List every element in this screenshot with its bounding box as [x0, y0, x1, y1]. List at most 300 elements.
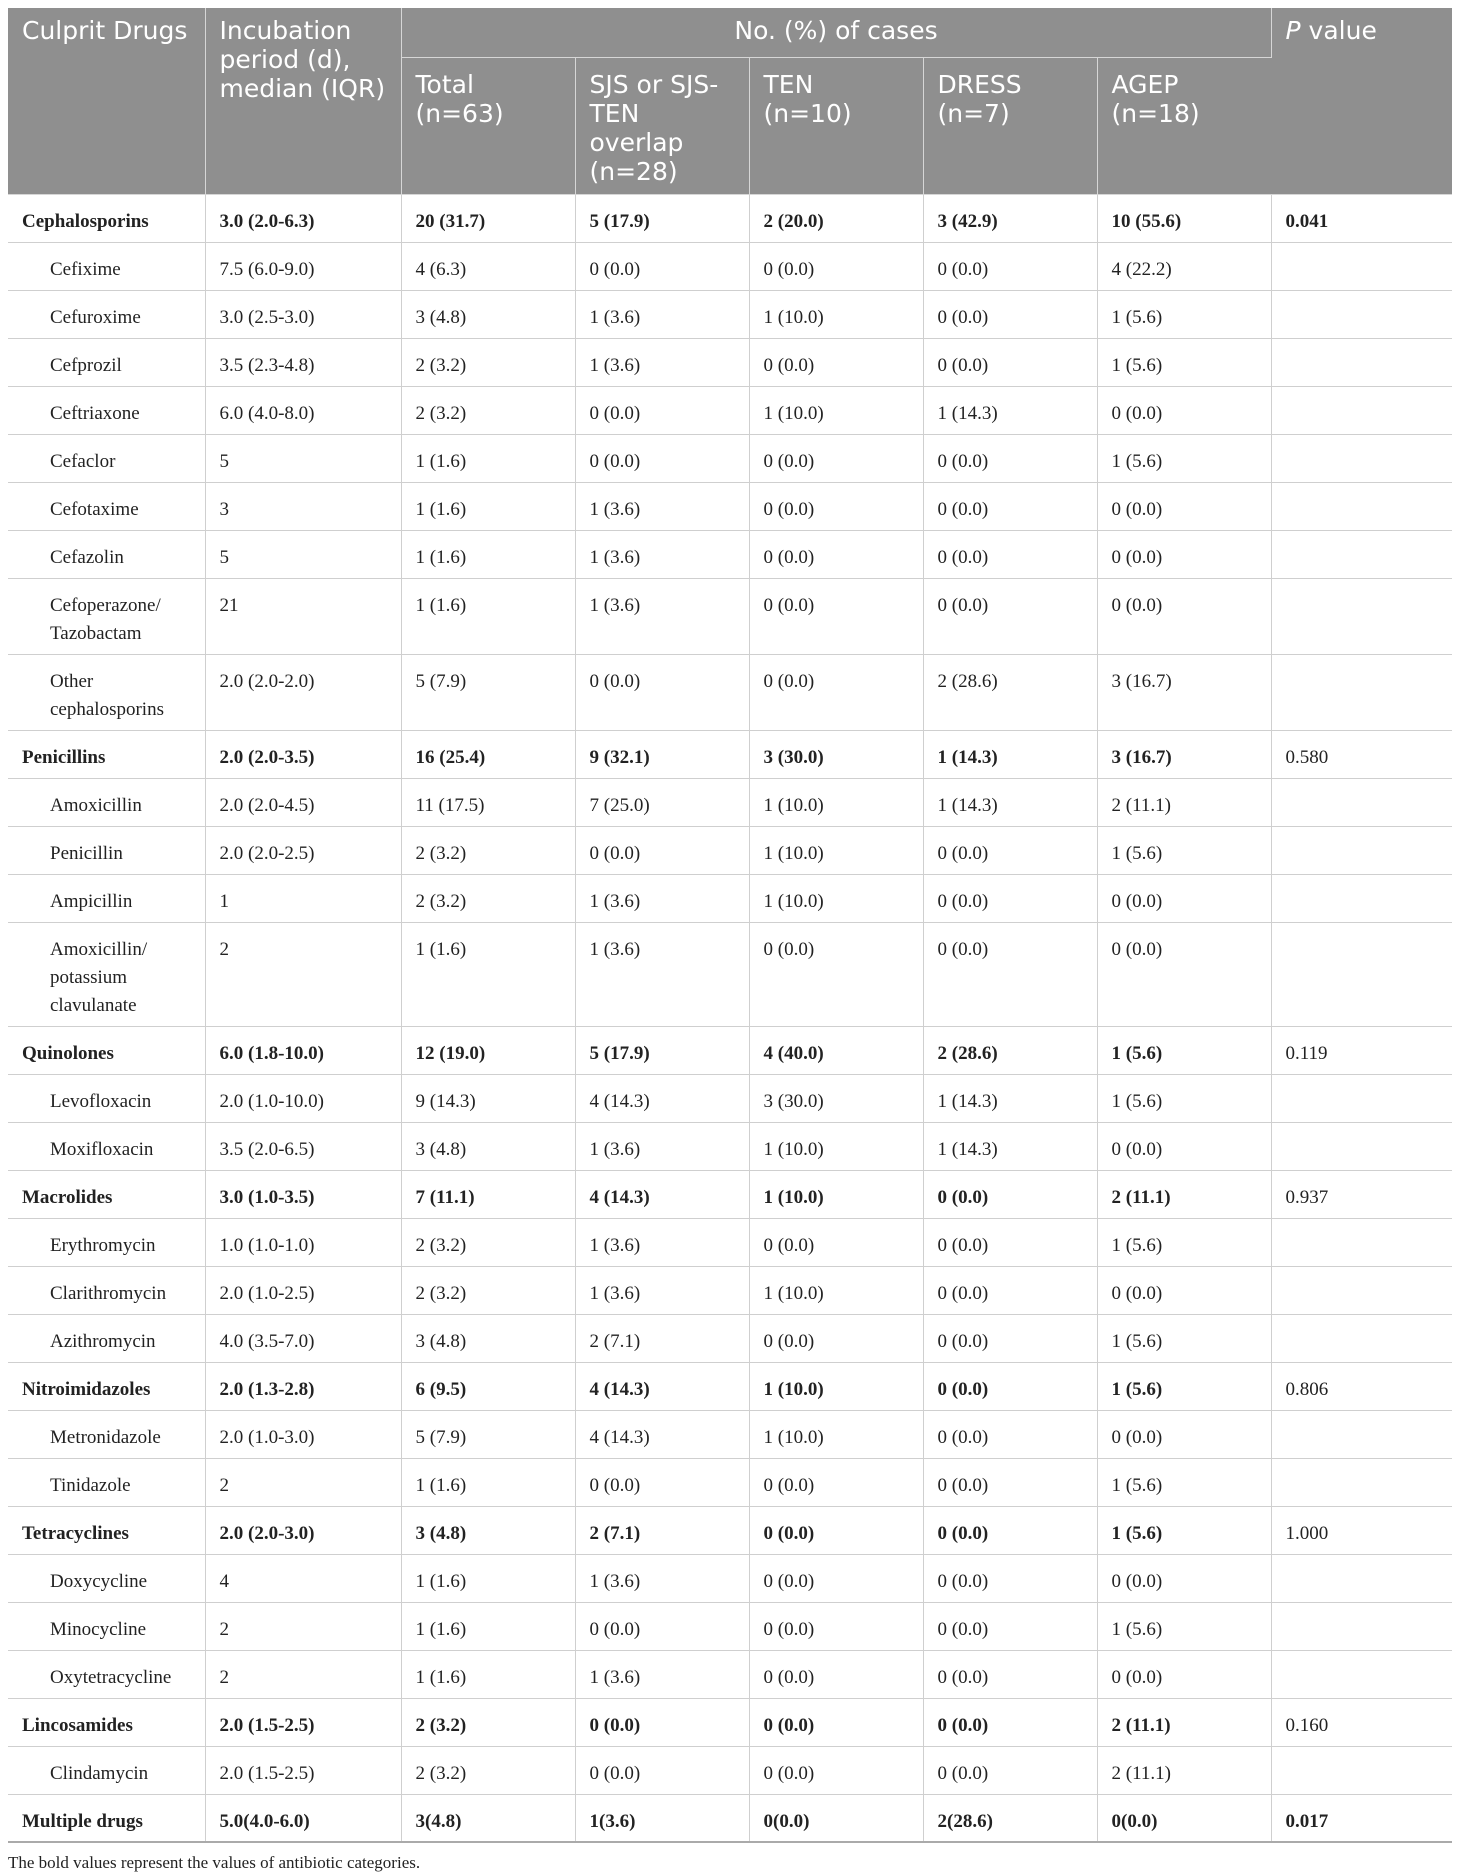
cell-sjs: 1 (3.6) — [575, 578, 749, 654]
cell-drug: Tetracyclines — [8, 1506, 205, 1554]
cell-ten: 0(0.0) — [749, 1794, 923, 1842]
cell-total: 2 (3.2) — [401, 826, 575, 874]
cell-sjs: 4 (14.3) — [575, 1074, 749, 1122]
cell-drug: Tinidazole — [8, 1458, 205, 1506]
cell-p-value — [1271, 826, 1452, 874]
cell-total: 6 (9.5) — [401, 1362, 575, 1410]
cell-p-value — [1271, 1650, 1452, 1698]
cell-dress: 0 (0.0) — [923, 290, 1097, 338]
cell-dress: 0 (0.0) — [923, 1746, 1097, 1794]
cell-drug: Other cephalosporins — [8, 654, 205, 730]
cell-sjs: 0 (0.0) — [575, 826, 749, 874]
cell-agep: 1 (5.6) — [1097, 1602, 1271, 1650]
cell-total: 1 (1.6) — [401, 1458, 575, 1506]
cell-agep: 0 (0.0) — [1097, 922, 1271, 1026]
cell-incubation: 3.5 (2.0-6.5) — [205, 1122, 401, 1170]
cell-total: 20 (31.7) — [401, 194, 575, 242]
cell-ten: 0 (0.0) — [749, 1602, 923, 1650]
cell-drug: Azithromycin — [8, 1314, 205, 1362]
cell-p-value — [1271, 338, 1452, 386]
cell-drug: Cefprozil — [8, 338, 205, 386]
cell-sjs: 0 (0.0) — [575, 386, 749, 434]
cell-p-value — [1271, 434, 1452, 482]
cell-sjs: 1 (3.6) — [575, 922, 749, 1026]
cell-drug: Multiple drugs — [8, 1794, 205, 1842]
cell-ten: 0 (0.0) — [749, 1458, 923, 1506]
cell-ten: 1 (10.0) — [749, 1122, 923, 1170]
cell-ten: 1 (10.0) — [749, 826, 923, 874]
cell-dress: 0 (0.0) — [923, 1266, 1097, 1314]
table-body — [8, 194, 1452, 1842]
cell-sjs: 1 (3.6) — [575, 1554, 749, 1602]
table-row-category — [8, 1506, 1452, 1554]
cell-sjs: 0 (0.0) — [575, 1698, 749, 1746]
cell-total: 3 (4.8) — [401, 1506, 575, 1554]
cell-p-value — [1271, 1410, 1452, 1458]
cell-total: 1 (1.6) — [401, 1602, 575, 1650]
cell-drug: Levofloxacin — [8, 1074, 205, 1122]
cell-incubation: 5 — [205, 434, 401, 482]
cell-ten: 0 (0.0) — [749, 1314, 923, 1362]
cell-incubation: 5 — [205, 530, 401, 578]
cell-drug: Minocycline — [8, 1602, 205, 1650]
cell-p-value — [1271, 922, 1452, 1026]
table-row-drug — [8, 1602, 1452, 1650]
cell-ten: 1 (10.0) — [749, 386, 923, 434]
cell-dress: 0 (0.0) — [923, 1650, 1097, 1698]
cell-total: 1 (1.6) — [401, 1554, 575, 1602]
cell-p-value: 0.017 — [1271, 1794, 1452, 1842]
table-row-drug — [8, 1554, 1452, 1602]
table-header — [8, 8, 1452, 194]
cell-agep: 2 (11.1) — [1097, 1746, 1271, 1794]
cell-sjs: 1 (3.6) — [575, 338, 749, 386]
cell-ten: 2 (20.0) — [749, 194, 923, 242]
cell-dress: 0 (0.0) — [923, 578, 1097, 654]
header-incubation-period: Incubation period (d), median (IQR) — [205, 8, 401, 194]
cell-agep: 0 (0.0) — [1097, 874, 1271, 922]
cell-total: 1 (1.6) — [401, 434, 575, 482]
cell-incubation: 2.0 (1.5-2.5) — [205, 1746, 401, 1794]
cell-total: 2 (3.2) — [401, 1746, 575, 1794]
table-row-drug — [8, 1266, 1452, 1314]
table-row-category — [8, 1794, 1452, 1842]
cell-sjs: 1 (3.6) — [575, 530, 749, 578]
cell-dress: 0 (0.0) — [923, 434, 1097, 482]
cell-drug: Nitroimidazoles — [8, 1362, 205, 1410]
cell-agep: 1 (5.6) — [1097, 1218, 1271, 1266]
cell-drug: Doxycycline — [8, 1554, 205, 1602]
cell-sjs: 1 (3.6) — [575, 1122, 749, 1170]
cell-dress: 0 (0.0) — [923, 826, 1097, 874]
cell-drug: Clindamycin — [8, 1746, 205, 1794]
cell-sjs: 9 (32.1) — [575, 730, 749, 778]
cell-drug: Penicillins — [8, 730, 205, 778]
cell-drug: Penicillin — [8, 826, 205, 874]
cell-total: 3(4.8) — [401, 1794, 575, 1842]
cell-ten: 0 (0.0) — [749, 578, 923, 654]
table-row-drug — [8, 386, 1452, 434]
table-row-category — [8, 730, 1452, 778]
cell-p-value — [1271, 482, 1452, 530]
cell-agep: 2 (11.1) — [1097, 1698, 1271, 1746]
cell-p-value: 0.160 — [1271, 1698, 1452, 1746]
cell-drug: Ampicillin — [8, 874, 205, 922]
cell-p-value: 0.041 — [1271, 194, 1452, 242]
cell-incubation: 21 — [205, 578, 401, 654]
cell-sjs: 0 (0.0) — [575, 1746, 749, 1794]
cell-dress: 0 (0.0) — [923, 1458, 1097, 1506]
culprit-drugs-table — [8, 8, 1452, 1843]
cell-p-value — [1271, 1554, 1452, 1602]
cell-total: 2 (3.2) — [401, 874, 575, 922]
cell-incubation: 2.0 (2.0-3.0) — [205, 1506, 401, 1554]
table-row-drug — [8, 654, 1452, 730]
cell-drug: Macrolides — [8, 1170, 205, 1218]
cell-incubation: 3.0 (2.5-3.0) — [205, 290, 401, 338]
cell-ten: 0 (0.0) — [749, 922, 923, 1026]
table-row-category — [8, 1026, 1452, 1074]
cell-incubation: 3.0 (2.0-6.3) — [205, 194, 401, 242]
cell-p-value — [1271, 1266, 1452, 1314]
cell-drug: Cephalosporins — [8, 194, 205, 242]
cell-drug: Amoxicillin — [8, 778, 205, 826]
cell-dress: 0 (0.0) — [923, 1602, 1097, 1650]
cell-drug: Metronidazole — [8, 1410, 205, 1458]
cell-agep: 1 (5.6) — [1097, 1458, 1271, 1506]
cell-dress: 0 (0.0) — [923, 1698, 1097, 1746]
cell-agep: 0 (0.0) — [1097, 1122, 1271, 1170]
cell-incubation: 2.0 (1.3-2.8) — [205, 1362, 401, 1410]
cell-agep: 1 (5.6) — [1097, 290, 1271, 338]
cell-total: 16 (25.4) — [401, 730, 575, 778]
cell-dress: 1 (14.3) — [923, 1074, 1097, 1122]
cell-agep: 0(0.0) — [1097, 1794, 1271, 1842]
cell-incubation: 6.0 (1.8-10.0) — [205, 1026, 401, 1074]
cell-total: 9 (14.3) — [401, 1074, 575, 1122]
cell-total: 3 (4.8) — [401, 290, 575, 338]
p-value-suffix: value — [1300, 16, 1377, 45]
cell-p-value — [1271, 1122, 1452, 1170]
cell-dress: 1 (14.3) — [923, 730, 1097, 778]
cell-incubation: 1 — [205, 874, 401, 922]
cell-dress: 3 (42.9) — [923, 194, 1097, 242]
cell-ten: 4 (40.0) — [749, 1026, 923, 1074]
cell-drug: Clarithromycin — [8, 1266, 205, 1314]
cell-agep: 0 (0.0) — [1097, 1410, 1271, 1458]
cell-sjs: 4 (14.3) — [575, 1170, 749, 1218]
header-sjs: SJS or SJS-TEN overlap (n=28) — [575, 57, 749, 194]
cell-incubation: 2 — [205, 1458, 401, 1506]
cell-ten: 0 (0.0) — [749, 1506, 923, 1554]
cell-ten: 0 (0.0) — [749, 482, 923, 530]
table-row-drug — [8, 778, 1452, 826]
cell-agep: 3 (16.7) — [1097, 654, 1271, 730]
header-culprit-drugs: Culprit Drugs — [8, 8, 205, 194]
table-row-category — [8, 1362, 1452, 1410]
cell-incubation: 5.0(4.0-6.0) — [205, 1794, 401, 1842]
cell-dress: 0 (0.0) — [923, 1218, 1097, 1266]
cell-dress: 2(28.6) — [923, 1794, 1097, 1842]
cell-dress: 1 (14.3) — [923, 386, 1097, 434]
cell-p-value — [1271, 530, 1452, 578]
p-italic: P — [1285, 16, 1301, 45]
cell-ten: 0 (0.0) — [749, 654, 923, 730]
cell-dress: 0 (0.0) — [923, 1314, 1097, 1362]
cell-drug: Cefotaxime — [8, 482, 205, 530]
cell-p-value — [1271, 578, 1452, 654]
cell-p-value — [1271, 1602, 1452, 1650]
cell-drug: Ceftriaxone — [8, 386, 205, 434]
cell-dress: 0 (0.0) — [923, 1506, 1097, 1554]
cell-dress: 1 (14.3) — [923, 778, 1097, 826]
cell-total: 2 (3.2) — [401, 1218, 575, 1266]
cell-agep: 0 (0.0) — [1097, 386, 1271, 434]
cell-p-value: 1.000 — [1271, 1506, 1452, 1554]
cell-total: 1 (1.6) — [401, 922, 575, 1026]
cell-ten: 0 (0.0) — [749, 1218, 923, 1266]
cell-sjs: 0 (0.0) — [575, 1458, 749, 1506]
cell-drug: Quinolones — [8, 1026, 205, 1074]
cell-dress: 2 (28.6) — [923, 1026, 1097, 1074]
cell-p-value — [1271, 1074, 1452, 1122]
cell-drug: Cefixime — [8, 242, 205, 290]
cell-ten: 0 (0.0) — [749, 1746, 923, 1794]
cell-incubation: 2 — [205, 1602, 401, 1650]
cell-sjs: 5 (17.9) — [575, 1026, 749, 1074]
cell-agep: 1 (5.6) — [1097, 1074, 1271, 1122]
table-row-drug — [8, 1746, 1452, 1794]
cell-agep: 1 (5.6) — [1097, 434, 1271, 482]
cell-total: 12 (19.0) — [401, 1026, 575, 1074]
cell-total: 7 (11.1) — [401, 1170, 575, 1218]
cell-agep: 1 (5.6) — [1097, 338, 1271, 386]
cell-sjs: 2 (7.1) — [575, 1314, 749, 1362]
table-row-drug — [8, 1650, 1452, 1698]
cell-ten: 0 (0.0) — [749, 338, 923, 386]
cell-incubation: 2.0 (2.0-2.5) — [205, 826, 401, 874]
cell-ten: 3 (30.0) — [749, 1074, 923, 1122]
cell-sjs: 1 (3.6) — [575, 1218, 749, 1266]
header-total: Total (n=63) — [401, 57, 575, 194]
cell-ten: 1 (10.0) — [749, 778, 923, 826]
cell-dress: 1 (14.3) — [923, 1122, 1097, 1170]
header-p-value — [1271, 8, 1452, 194]
cell-agep: 2 (11.1) — [1097, 778, 1271, 826]
header-dress: DRESS (n=7) — [923, 57, 1097, 194]
cell-agep: 1 (5.6) — [1097, 1314, 1271, 1362]
cell-p-value — [1271, 386, 1452, 434]
table-row-drug — [8, 1458, 1452, 1506]
cell-sjs: 1 (3.6) — [575, 874, 749, 922]
table-row-drug — [8, 434, 1452, 482]
cell-total: 2 (3.2) — [401, 386, 575, 434]
cell-ten: 1 (10.0) — [749, 1410, 923, 1458]
cell-total: 3 (4.8) — [401, 1122, 575, 1170]
table-row-drug — [8, 530, 1452, 578]
header-agep: AGEP (n=18) — [1097, 57, 1271, 194]
cell-agep: 1 (5.6) — [1097, 1026, 1271, 1074]
cell-ten: 0 (0.0) — [749, 1650, 923, 1698]
cell-p-value — [1271, 874, 1452, 922]
cell-sjs: 1 (3.6) — [575, 482, 749, 530]
cell-p-value: 0.806 — [1271, 1362, 1452, 1410]
cell-dress: 0 (0.0) — [923, 242, 1097, 290]
cell-sjs: 1(3.6) — [575, 1794, 749, 1842]
cell-ten: 0 (0.0) — [749, 242, 923, 290]
cell-agep: 3 (16.7) — [1097, 730, 1271, 778]
cell-total: 2 (3.2) — [401, 338, 575, 386]
cell-incubation: 3 — [205, 482, 401, 530]
cell-agep: 0 (0.0) — [1097, 1650, 1271, 1698]
table-container — [8, 8, 1452, 1873]
cell-ten: 1 (10.0) — [749, 1170, 923, 1218]
cell-total: 2 (3.2) — [401, 1266, 575, 1314]
cell-sjs: 0 (0.0) — [575, 1602, 749, 1650]
cell-total: 5 (7.9) — [401, 654, 575, 730]
cell-ten: 0 (0.0) — [749, 530, 923, 578]
table-row-category — [8, 1170, 1452, 1218]
cell-agep: 1 (5.6) — [1097, 1362, 1271, 1410]
cell-total: 1 (1.6) — [401, 482, 575, 530]
cell-incubation: 1.0 (1.0-1.0) — [205, 1218, 401, 1266]
cell-agep: 0 (0.0) — [1097, 530, 1271, 578]
cell-incubation: 6.0 (4.0-8.0) — [205, 386, 401, 434]
cell-ten: 0 (0.0) — [749, 1554, 923, 1602]
cell-dress: 0 (0.0) — [923, 874, 1097, 922]
table-row-drug — [8, 482, 1452, 530]
cell-total: 1 (1.6) — [401, 578, 575, 654]
cell-incubation: 2.0 (2.0-3.5) — [205, 730, 401, 778]
cell-sjs: 0 (0.0) — [575, 654, 749, 730]
cell-ten: 1 (10.0) — [749, 1266, 923, 1314]
cell-incubation: 2.0 (1.0-2.5) — [205, 1266, 401, 1314]
cell-incubation: 2.0 (2.0-4.5) — [205, 778, 401, 826]
header-ten: TEN (n=10) — [749, 57, 923, 194]
cell-dress: 0 (0.0) — [923, 338, 1097, 386]
cell-agep: 0 (0.0) — [1097, 1554, 1271, 1602]
cell-incubation: 2 — [205, 922, 401, 1026]
cell-drug: Cefaclor — [8, 434, 205, 482]
cell-ten: 0 (0.0) — [749, 434, 923, 482]
cell-drug: Erythromycin — [8, 1218, 205, 1266]
table-row-drug — [8, 338, 1452, 386]
cell-agep: 2 (11.1) — [1097, 1170, 1271, 1218]
cell-ten: 3 (30.0) — [749, 730, 923, 778]
cell-ten: 1 (10.0) — [749, 874, 923, 922]
cell-agep: 0 (0.0) — [1097, 1266, 1271, 1314]
table-row-drug — [8, 1122, 1452, 1170]
cell-incubation: 2.0 (2.0-2.0) — [205, 654, 401, 730]
table-row-drug — [8, 874, 1452, 922]
cell-sjs: 4 (14.3) — [575, 1362, 749, 1410]
cell-total: 4 (6.3) — [401, 242, 575, 290]
cell-total: 11 (17.5) — [401, 778, 575, 826]
cell-ten: 1 (10.0) — [749, 290, 923, 338]
cell-drug: Cefazolin — [8, 530, 205, 578]
cell-dress: 0 (0.0) — [923, 482, 1097, 530]
cell-dress: 0 (0.0) — [923, 1554, 1097, 1602]
cell-sjs: 1 (3.6) — [575, 1266, 749, 1314]
cell-p-value — [1271, 1314, 1452, 1362]
cell-ten: 0 (0.0) — [749, 1698, 923, 1746]
cell-ten: 1 (10.0) — [749, 1362, 923, 1410]
cell-p-value: 0.119 — [1271, 1026, 1452, 1074]
cell-p-value: 0.580 — [1271, 730, 1452, 778]
cell-p-value — [1271, 1458, 1452, 1506]
cell-agep: 0 (0.0) — [1097, 482, 1271, 530]
cell-p-value — [1271, 1746, 1452, 1794]
cell-sjs: 0 (0.0) — [575, 434, 749, 482]
cell-agep: 4 (22.2) — [1097, 242, 1271, 290]
table-row-drug — [8, 578, 1452, 654]
table-footnote: The bold values represent the values of antibiotic categories. — [8, 1853, 421, 1872]
cell-p-value: 0.937 — [1271, 1170, 1452, 1218]
cell-drug: Amoxicillin/ potassium clavulanate — [8, 922, 205, 1026]
cell-incubation: 3.0 (1.0-3.5) — [205, 1170, 401, 1218]
cell-drug: Cefoperazone/ Tazobactam — [8, 578, 205, 654]
cell-incubation: 2.0 (1.0-3.0) — [205, 1410, 401, 1458]
cell-sjs: 1 (3.6) — [575, 290, 749, 338]
cell-p-value — [1271, 290, 1452, 338]
table-row-category — [8, 194, 1452, 242]
cell-incubation: 2 — [205, 1650, 401, 1698]
cell-incubation: 2.0 (1.5-2.5) — [205, 1698, 401, 1746]
cell-sjs: 7 (25.0) — [575, 778, 749, 826]
cell-incubation: 2.0 (1.0-10.0) — [205, 1074, 401, 1122]
table-row-drug — [8, 1410, 1452, 1458]
cell-sjs: 1 (3.6) — [575, 1650, 749, 1698]
cell-drug: Cefuroxime — [8, 290, 205, 338]
cell-sjs: 5 (17.9) — [575, 194, 749, 242]
cell-incubation: 7.5 (6.0-9.0) — [205, 242, 401, 290]
cell-p-value — [1271, 654, 1452, 730]
table-row-category — [8, 1698, 1452, 1746]
table-row-drug — [8, 1314, 1452, 1362]
cell-sjs: 2 (7.1) — [575, 1506, 749, 1554]
cell-total: 1 (1.6) — [401, 530, 575, 578]
cell-dress: 0 (0.0) — [923, 1410, 1097, 1458]
cell-p-value — [1271, 778, 1452, 826]
cell-dress: 0 (0.0) — [923, 1362, 1097, 1410]
cell-agep: 1 (5.6) — [1097, 826, 1271, 874]
header-cases-group: No. (%) of cases — [401, 8, 1271, 57]
cell-dress: 0 (0.0) — [923, 530, 1097, 578]
cell-p-value — [1271, 1218, 1452, 1266]
cell-incubation: 4.0 (3.5-7.0) — [205, 1314, 401, 1362]
cell-total: 1 (1.6) — [401, 1650, 575, 1698]
table-row-drug — [8, 1074, 1452, 1122]
cell-p-value — [1271, 242, 1452, 290]
cell-drug: Oxytetracycline — [8, 1650, 205, 1698]
table-row-drug — [8, 826, 1452, 874]
table-row-drug — [8, 242, 1452, 290]
cell-drug: Moxifloxacin — [8, 1122, 205, 1170]
cell-incubation: 4 — [205, 1554, 401, 1602]
cell-total: 2 (3.2) — [401, 1698, 575, 1746]
cell-sjs: 0 (0.0) — [575, 242, 749, 290]
cell-agep: 1 (5.6) — [1097, 1506, 1271, 1554]
cell-agep: 0 (0.0) — [1097, 578, 1271, 654]
cell-total: 5 (7.9) — [401, 1410, 575, 1458]
cell-total: 3 (4.8) — [401, 1314, 575, 1362]
cell-dress: 0 (0.0) — [923, 922, 1097, 1026]
table-row-drug — [8, 922, 1452, 1026]
cell-incubation: 3.5 (2.3-4.8) — [205, 338, 401, 386]
table-row-drug — [8, 1218, 1452, 1266]
cell-sjs: 4 (14.3) — [575, 1410, 749, 1458]
cell-agep: 10 (55.6) — [1097, 194, 1271, 242]
